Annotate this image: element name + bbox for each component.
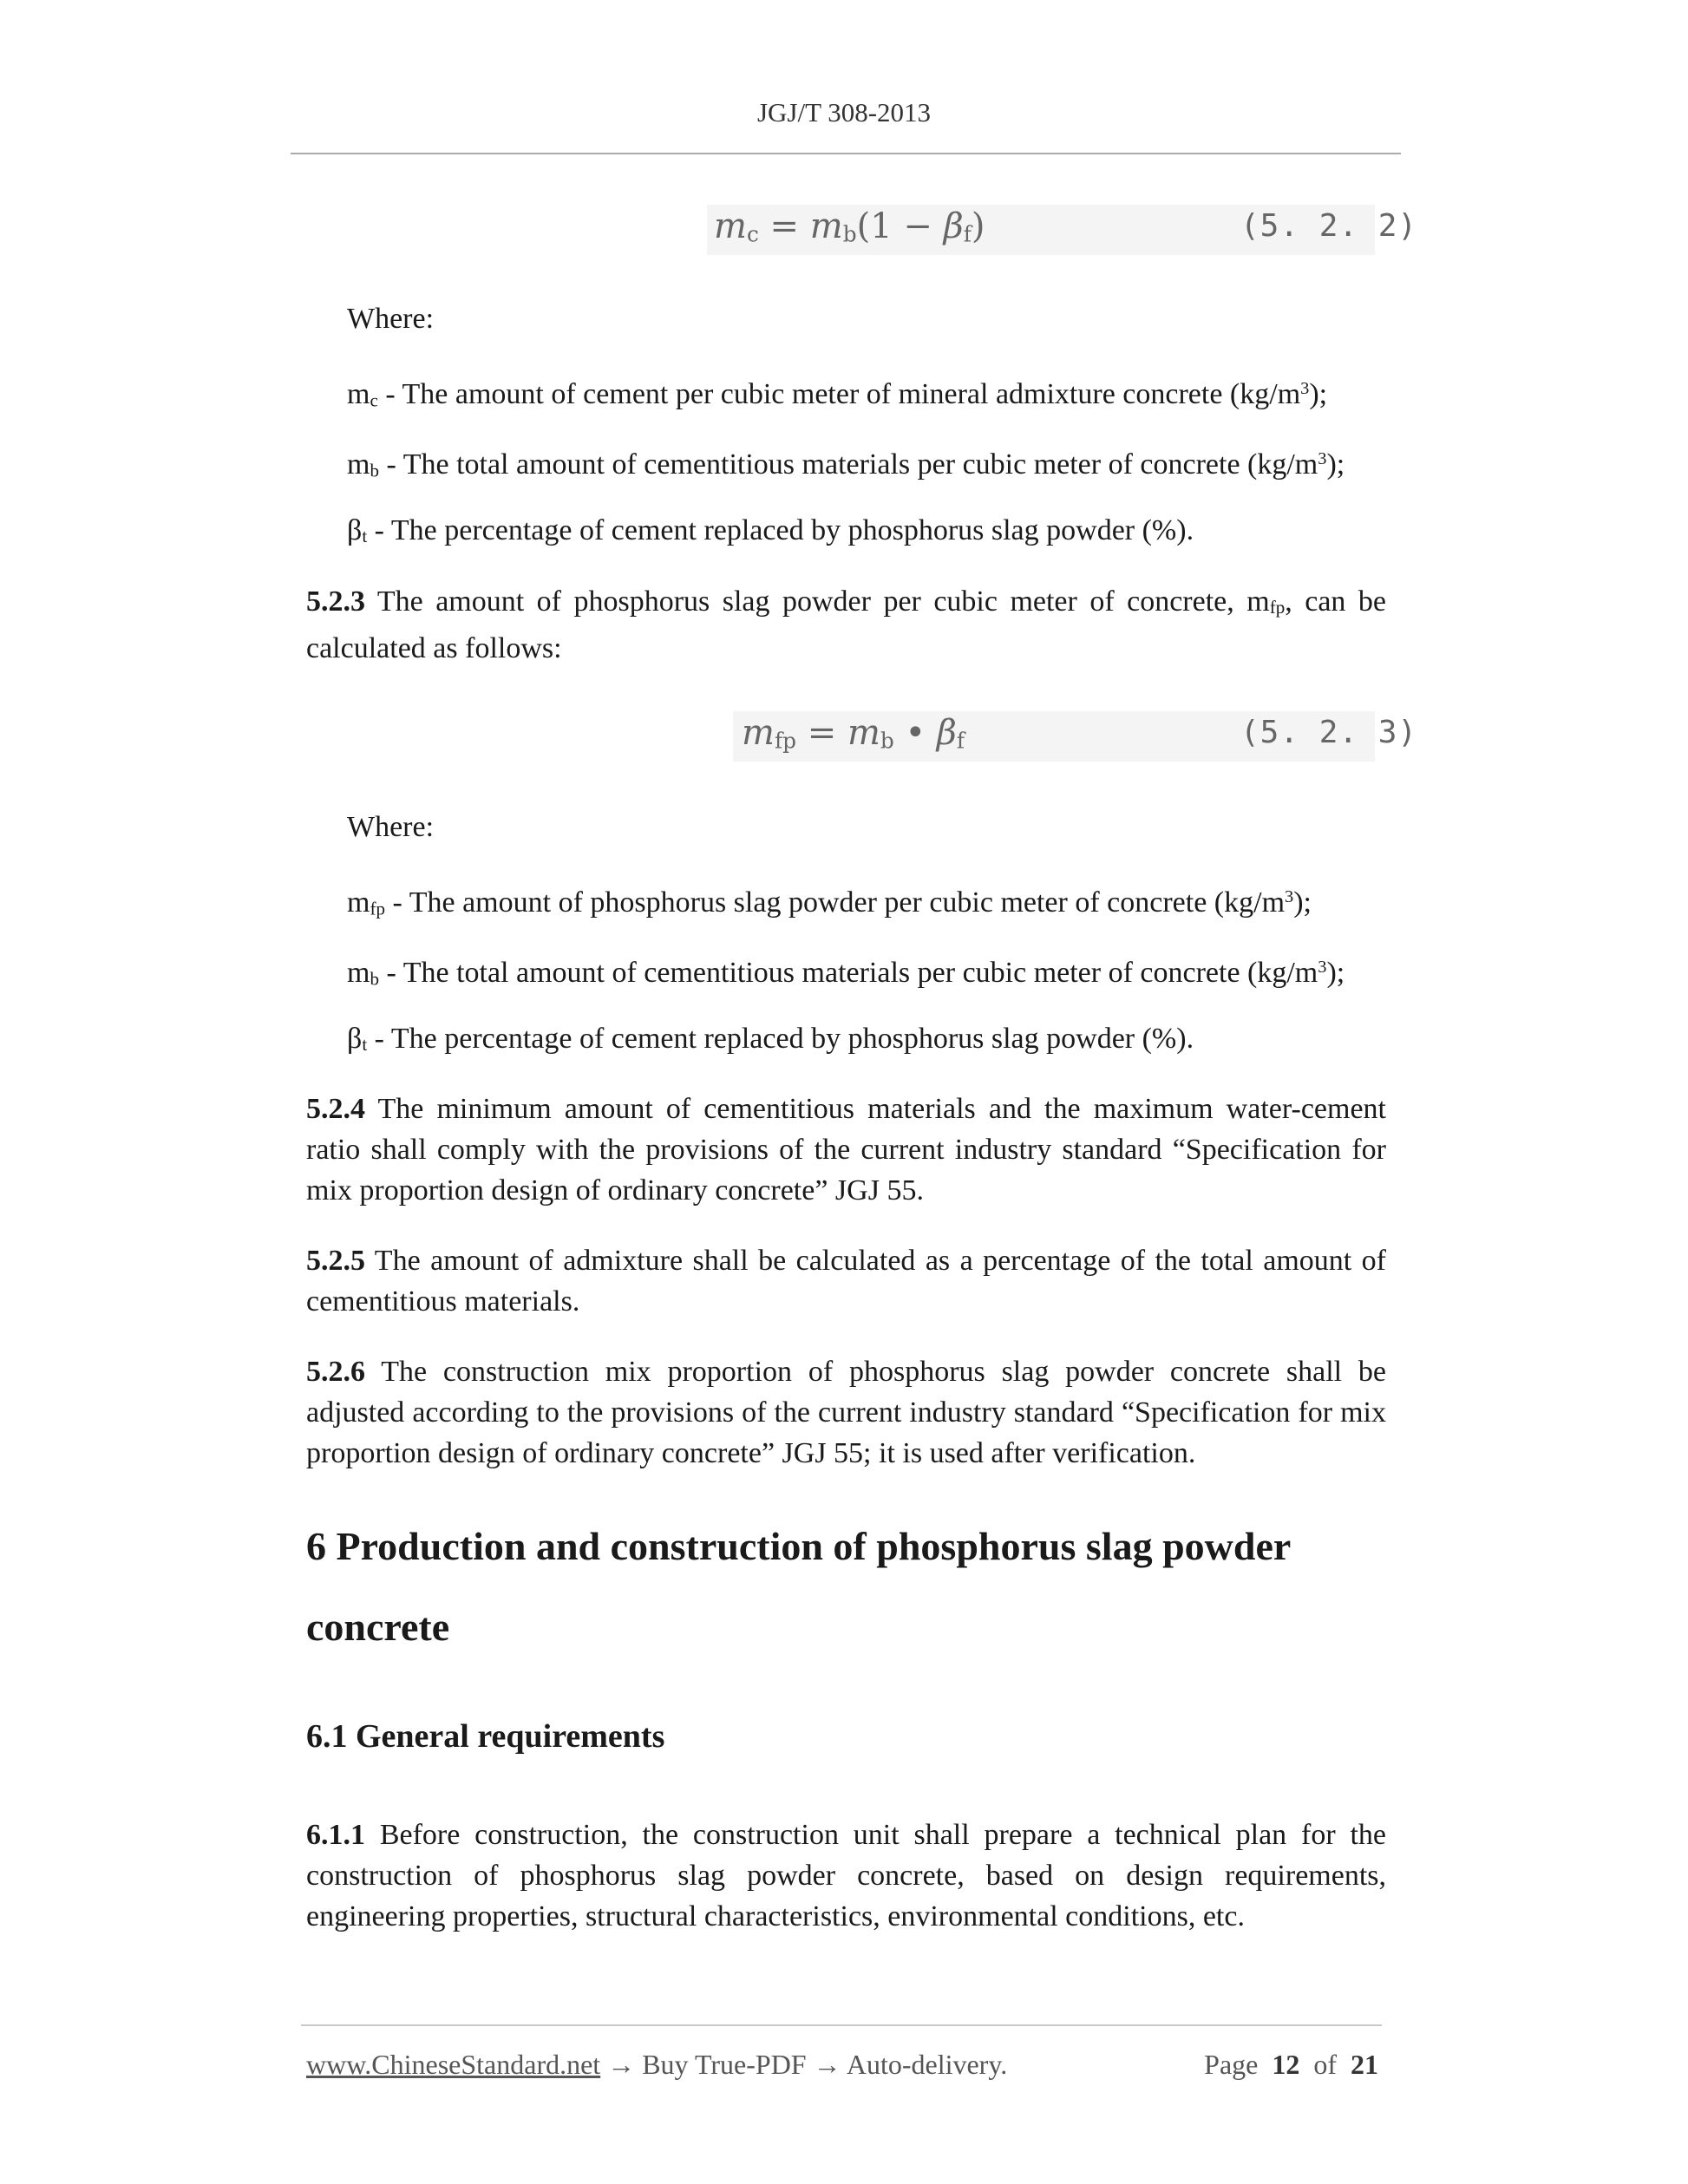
definition-mfp bbox=[347, 877, 1386, 929]
clause-text: Before construction, the construction unit shall prepare a technical plan for the construction of phosphorus slag powder concrete, based on design requirements, engineering properties, structural characteristics, environmental conditions, etc. bbox=[306, 1819, 1386, 1932]
equation-5-2-3 bbox=[742, 713, 965, 753]
footer-divider bbox=[301, 2024, 1382, 2026]
def-text: - The percentage of cement replaced by phosphorus slag powder (%). bbox=[367, 1023, 1194, 1055]
footer-buy-text: Buy True-PDF bbox=[642, 2049, 807, 2080]
def-text: - The total amount of cementitious materials per cubic meter of concrete (kg/m bbox=[379, 448, 1318, 481]
clause-number: 5.2.6 bbox=[306, 1356, 365, 1388]
def-sup: 3 bbox=[1318, 958, 1327, 977]
def-symbol: β bbox=[347, 1023, 363, 1055]
eq-sub: b bbox=[880, 728, 894, 754]
clause-5-2-4 bbox=[306, 1089, 1386, 1211]
def-text: - The percentage of cement replaced by phosphorus slag powder (%). bbox=[367, 514, 1194, 546]
eq-beta: β bbox=[936, 713, 957, 753]
eq-sub: c bbox=[746, 221, 759, 247]
eq-var: m bbox=[742, 713, 775, 753]
clause-text: , can be calculated as follows: bbox=[306, 585, 1386, 665]
eq-var: m bbox=[714, 206, 747, 246]
eq-sub: f bbox=[956, 728, 965, 754]
def-tail: ); bbox=[1326, 957, 1345, 990]
eq-equals: = bbox=[807, 713, 837, 753]
def-symbol-sub: c bbox=[370, 389, 378, 411]
clause-number: 5.2.5 bbox=[306, 1245, 365, 1277]
footer-site-link[interactable]: www.ChineseStandard.net bbox=[306, 2049, 601, 2080]
eq-dot: • bbox=[905, 713, 926, 753]
definition-beta bbox=[347, 510, 1386, 557]
equation-number-5-2-3: (5. 2. 3) bbox=[1240, 715, 1418, 750]
def-symbol: β bbox=[347, 514, 363, 546]
eq-open: (1 − bbox=[856, 206, 932, 246]
equation-5-2-2 bbox=[714, 206, 985, 246]
def-symbol: m bbox=[347, 886, 370, 919]
page-number: 12 bbox=[1272, 2049, 1300, 2080]
def-tail: ); bbox=[1309, 378, 1328, 411]
definition-mc bbox=[347, 369, 1386, 421]
page-indicator bbox=[1204, 2049, 1378, 2081]
clause-6-1-1 bbox=[306, 1815, 1386, 1937]
def-symbol-sub: b bbox=[370, 968, 379, 990]
where-label: Where: bbox=[347, 303, 435, 335]
eq-var: m bbox=[809, 206, 843, 246]
chapter-heading: 6 Production and construction of phosphorus slag powder concrete bbox=[306, 1524, 1291, 1649]
clause-text: The amount of admixture shall be calculated as a percentage of the total amount of cementitious materials. bbox=[306, 1245, 1386, 1318]
equation-number-5-2-2: (5. 2. 2) bbox=[1240, 208, 1418, 244]
arrow-icon: → bbox=[806, 2049, 847, 2080]
def-sup: 3 bbox=[1285, 887, 1294, 906]
page-label: Page bbox=[1204, 2049, 1259, 2080]
def-symbol: m bbox=[347, 957, 370, 990]
page-total: 21 bbox=[1351, 2049, 1378, 2080]
definition-mb bbox=[347, 439, 1386, 491]
def-text: - The total amount of cementitious materials per cubic meter of concrete (kg/m bbox=[379, 957, 1318, 990]
eq-var: m bbox=[847, 713, 880, 753]
def-symbol-sub: b bbox=[370, 460, 379, 481]
def-symbol: m bbox=[347, 378, 370, 411]
arrow-icon: → bbox=[600, 2049, 643, 2080]
eq-sub: b bbox=[842, 221, 857, 247]
definition-mb bbox=[347, 947, 1386, 999]
clause-5-2-5 bbox=[306, 1240, 1386, 1322]
eq-beta: β bbox=[943, 206, 964, 246]
def-symbol-sub: t bbox=[362, 1034, 368, 1056]
def-symbol-sub: t bbox=[362, 526, 368, 547]
def-tail: ); bbox=[1326, 448, 1345, 481]
def-sup: 3 bbox=[1318, 449, 1327, 468]
eq-close: ) bbox=[971, 206, 985, 246]
eq-sub: f bbox=[963, 221, 972, 247]
def-symbol-sub: fp bbox=[370, 898, 386, 919]
of-label: of bbox=[1313, 2049, 1337, 2080]
header-divider bbox=[291, 153, 1401, 154]
clause-text: The construction mix proportion of phosphorus slag powder concrete shall be adjusted according to the provisions of the current industry standard “Specification for mix proportion design of ordinary concrete” JGJ 55; it is used after verification. bbox=[306, 1356, 1386, 1469]
def-text: - The amount of cement per cubic meter of mineral admixture concrete (kg/m bbox=[377, 378, 1301, 411]
eq-equals: = bbox=[769, 206, 800, 246]
section-heading: 6.1 General requirements bbox=[306, 1718, 665, 1755]
clause-number: 5.2.3 bbox=[306, 585, 365, 618]
clause-number: 6.1.1 bbox=[306, 1819, 365, 1851]
definition-beta bbox=[347, 1018, 1386, 1065]
clause-5-2-6 bbox=[306, 1351, 1386, 1474]
clause-text-sub: fp bbox=[1269, 597, 1286, 618]
clause-5-2-3 bbox=[306, 581, 1386, 669]
clause-number: 5.2.4 bbox=[306, 1093, 365, 1125]
def-text: - The amount of phosphorus slag powder per cubic meter of concrete (kg/m bbox=[385, 886, 1286, 919]
where-label: Where: bbox=[347, 811, 435, 843]
def-sup: 3 bbox=[1300, 379, 1310, 398]
clause-text: The amount of phosphorus slag powder per cubic meter of concrete, m bbox=[365, 585, 1270, 618]
footer-delivery-text: Auto-delivery. bbox=[846, 2049, 1008, 2080]
footer-promo bbox=[306, 2049, 1007, 2081]
running-header: JGJ/T 308-2013 bbox=[756, 97, 932, 128]
eq-sub: fp bbox=[774, 728, 796, 754]
def-tail: ); bbox=[1293, 886, 1312, 919]
def-symbol: m bbox=[347, 448, 370, 481]
clause-text: The minimum amount of cementitious materials and the maximum water-cement ratio shall comply with the provisions of the current industry standard “Specification for mix proportion design of ordinary concrete” JGJ 55. bbox=[306, 1093, 1386, 1206]
